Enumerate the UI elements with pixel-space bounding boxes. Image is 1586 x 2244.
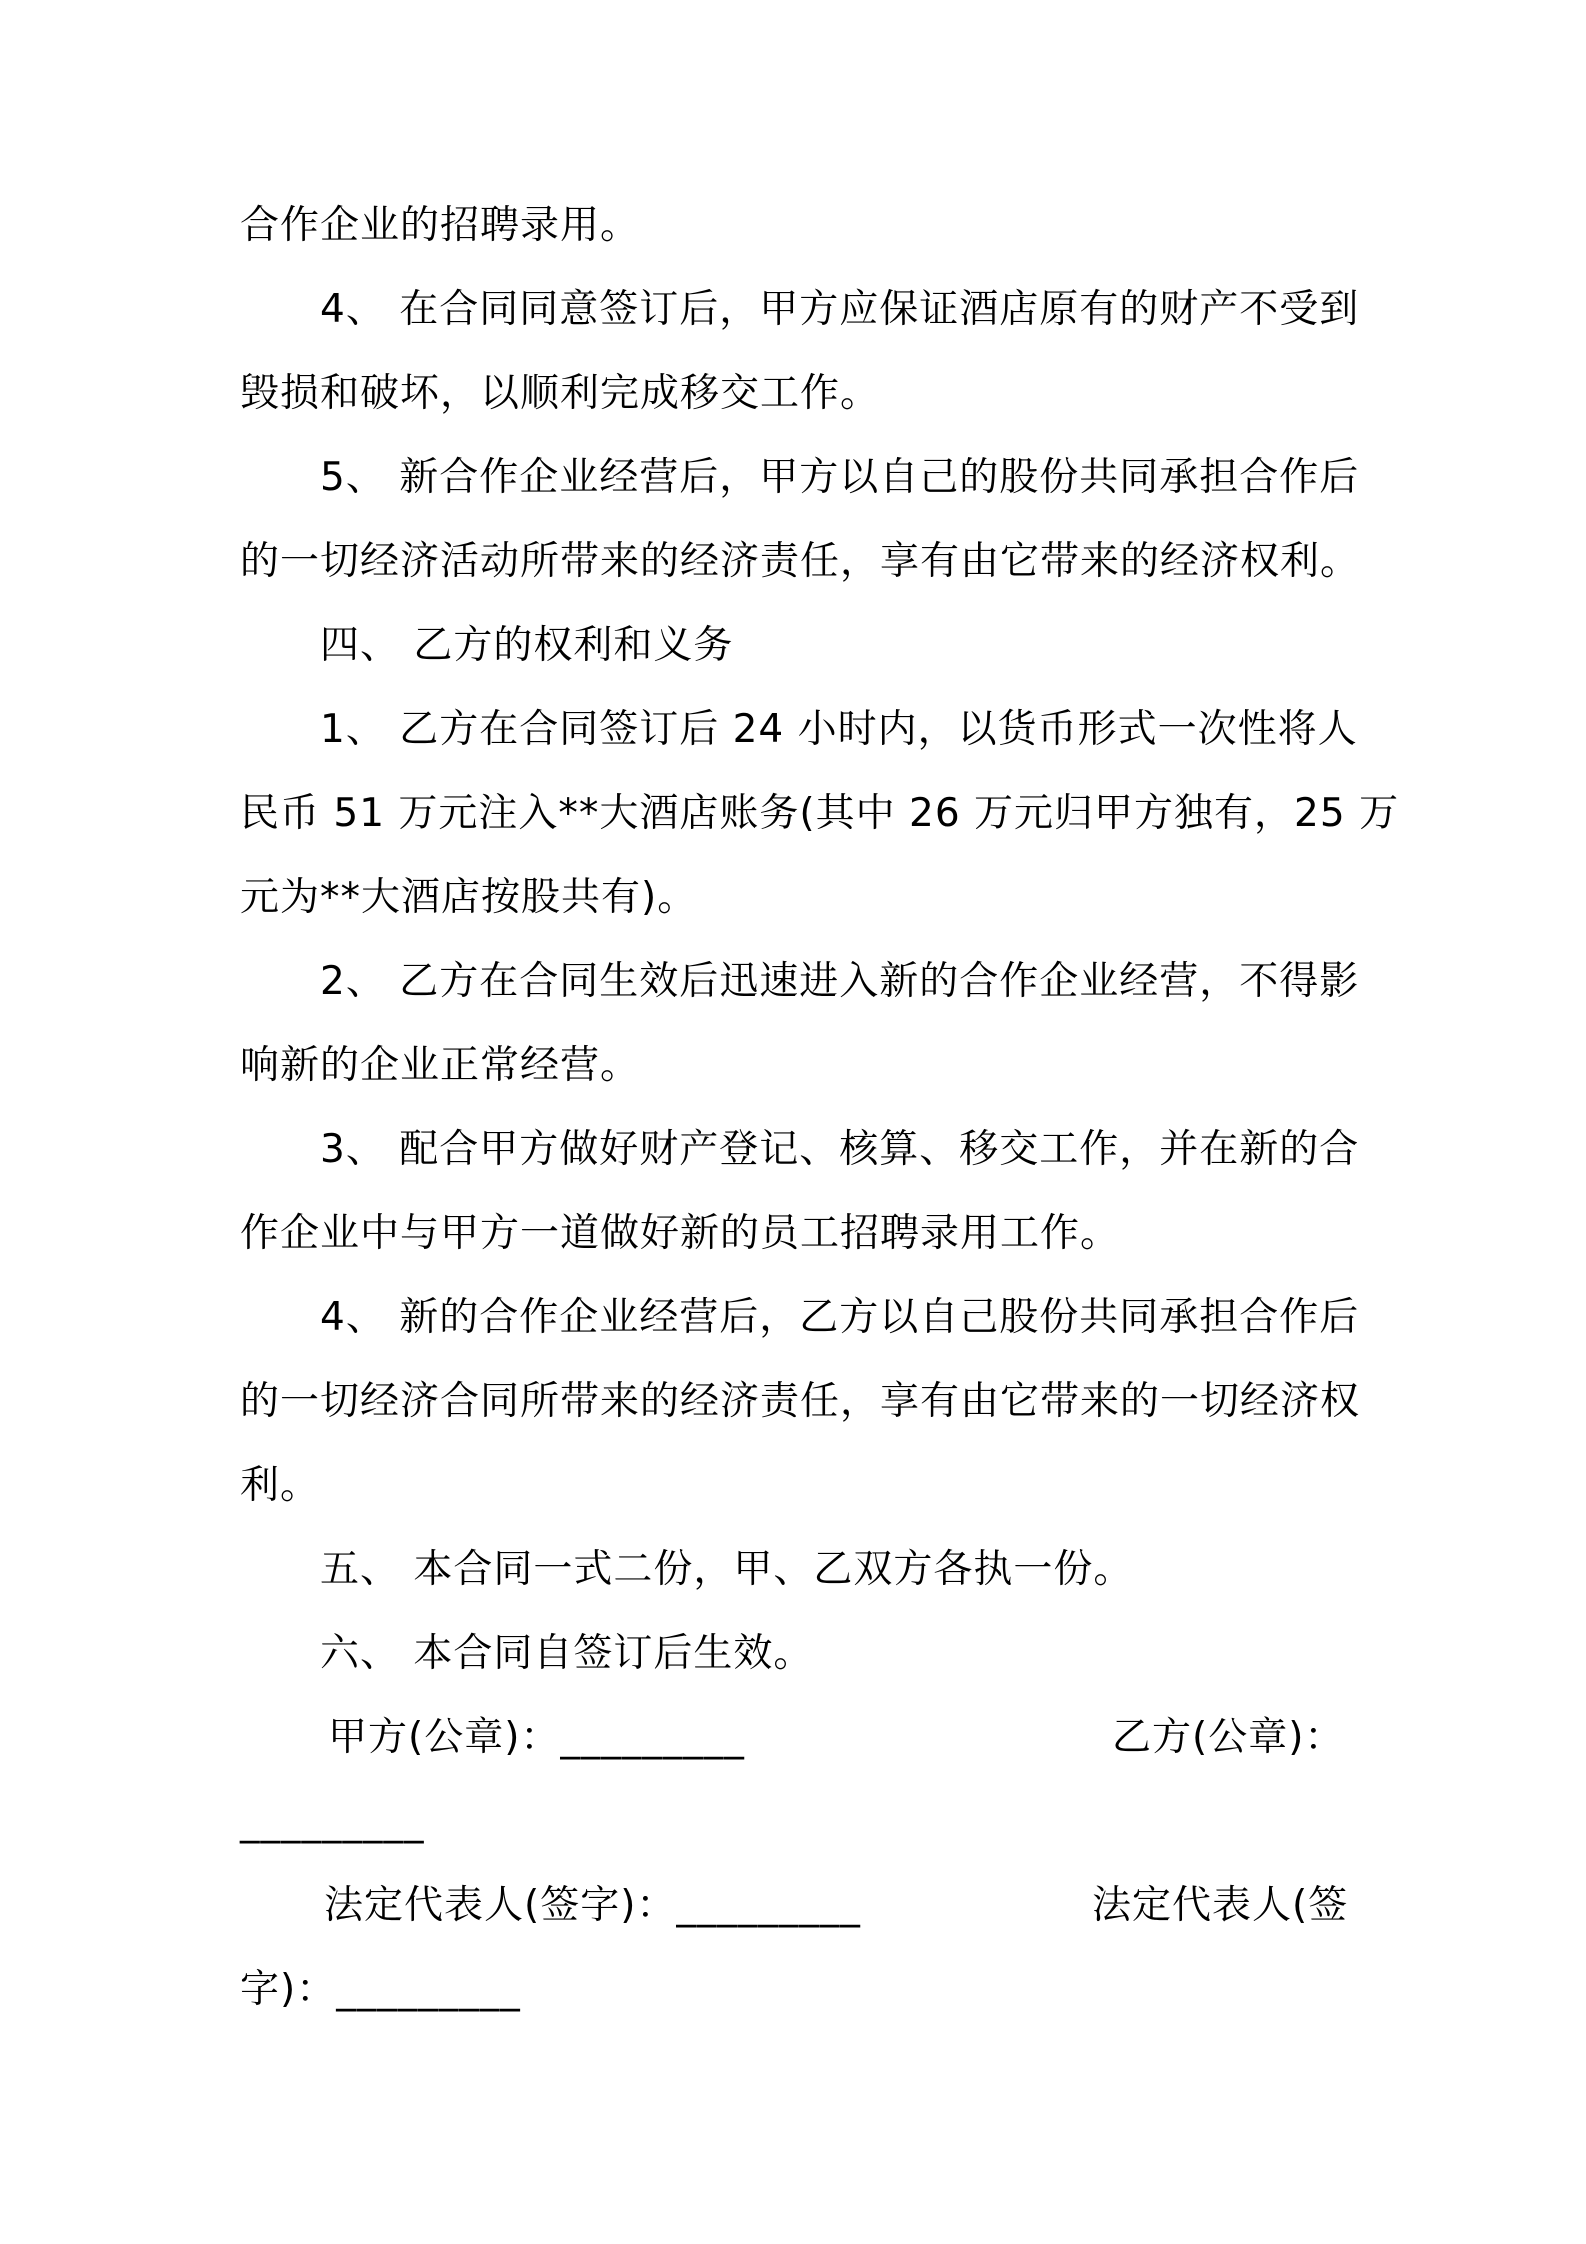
clause-b2-continuation: 响新的企业正常经营。 [240, 1043, 641, 1088]
clause-b1-line: 1、 乙方在合同签订后 24 小时内，以货币形式一次性将人 [320, 707, 1358, 752]
clause-a4-line: 4、 在合同同意签订后，甲方应保证酒店原有的财产不受到 [320, 287, 1360, 332]
clause-a4-continuation: 毁损和破坏，以顺利完成移交工作。 [240, 371, 881, 416]
clause-b4-line: 4、 新的合作企业经营后，乙方以自己股份共同承担合作后 [320, 1295, 1360, 1340]
party-a-seal-field: 甲方(公章)：_________ [328, 1715, 745, 1760]
clause-b1-continuation-2: 元为**大酒店按股共有)。 [240, 875, 698, 920]
section-four-heading: 四、 乙方的权利和义务 [320, 623, 734, 668]
clause-b3-line: 3、 配合甲方做好财产登记、核算、移交工作，并在新的合 [320, 1127, 1360, 1172]
party-b-representative-blank: 字)：_________ [240, 1967, 521, 2012]
text-line-1: 合作企业的招聘录用。 [240, 203, 641, 248]
clause-b4-continuation-2: 利。 [240, 1463, 321, 1508]
clause-b2-line: 2、 乙方在合同生效后迅速进入新的合作企业经营，不得影 [320, 959, 1360, 1004]
party-a-representative-field: 法定代表人(签字)：_________ [324, 1883, 861, 1928]
clause-b4-continuation-1: 的一切经济合同所带来的经济责任，享有由它带来的一切经济权 [240, 1379, 1361, 1424]
party-b-seal-label: 乙方(公章)： [1112, 1715, 1345, 1760]
clause-a5-line: 5、 新合作企业经营后，甲方以自己的股份共同承担合作后 [320, 455, 1360, 500]
party-b-seal-blank: _________ [240, 1799, 425, 1844]
section-five-line: 五、 本合同一式二份，甲、乙双方各执一份。 [320, 1547, 1134, 1592]
section-six-line: 六、 本合同自签订后生效。 [320, 1631, 814, 1676]
clause-b3-continuation: 作企业中与甲方一道做好新的员工招聘录用工作。 [240, 1211, 1121, 1256]
party-b-representative-label: 法定代表人(签 [1092, 1883, 1349, 1928]
clause-b1-continuation-1: 民币 51 万元注入**大酒店账务(其中 26 万元归甲方独有，25 万 [240, 791, 1400, 836]
clause-a5-continuation: 的一切经济活动所带来的经济责任，享有由它带来的经济权利。 [240, 539, 1361, 584]
